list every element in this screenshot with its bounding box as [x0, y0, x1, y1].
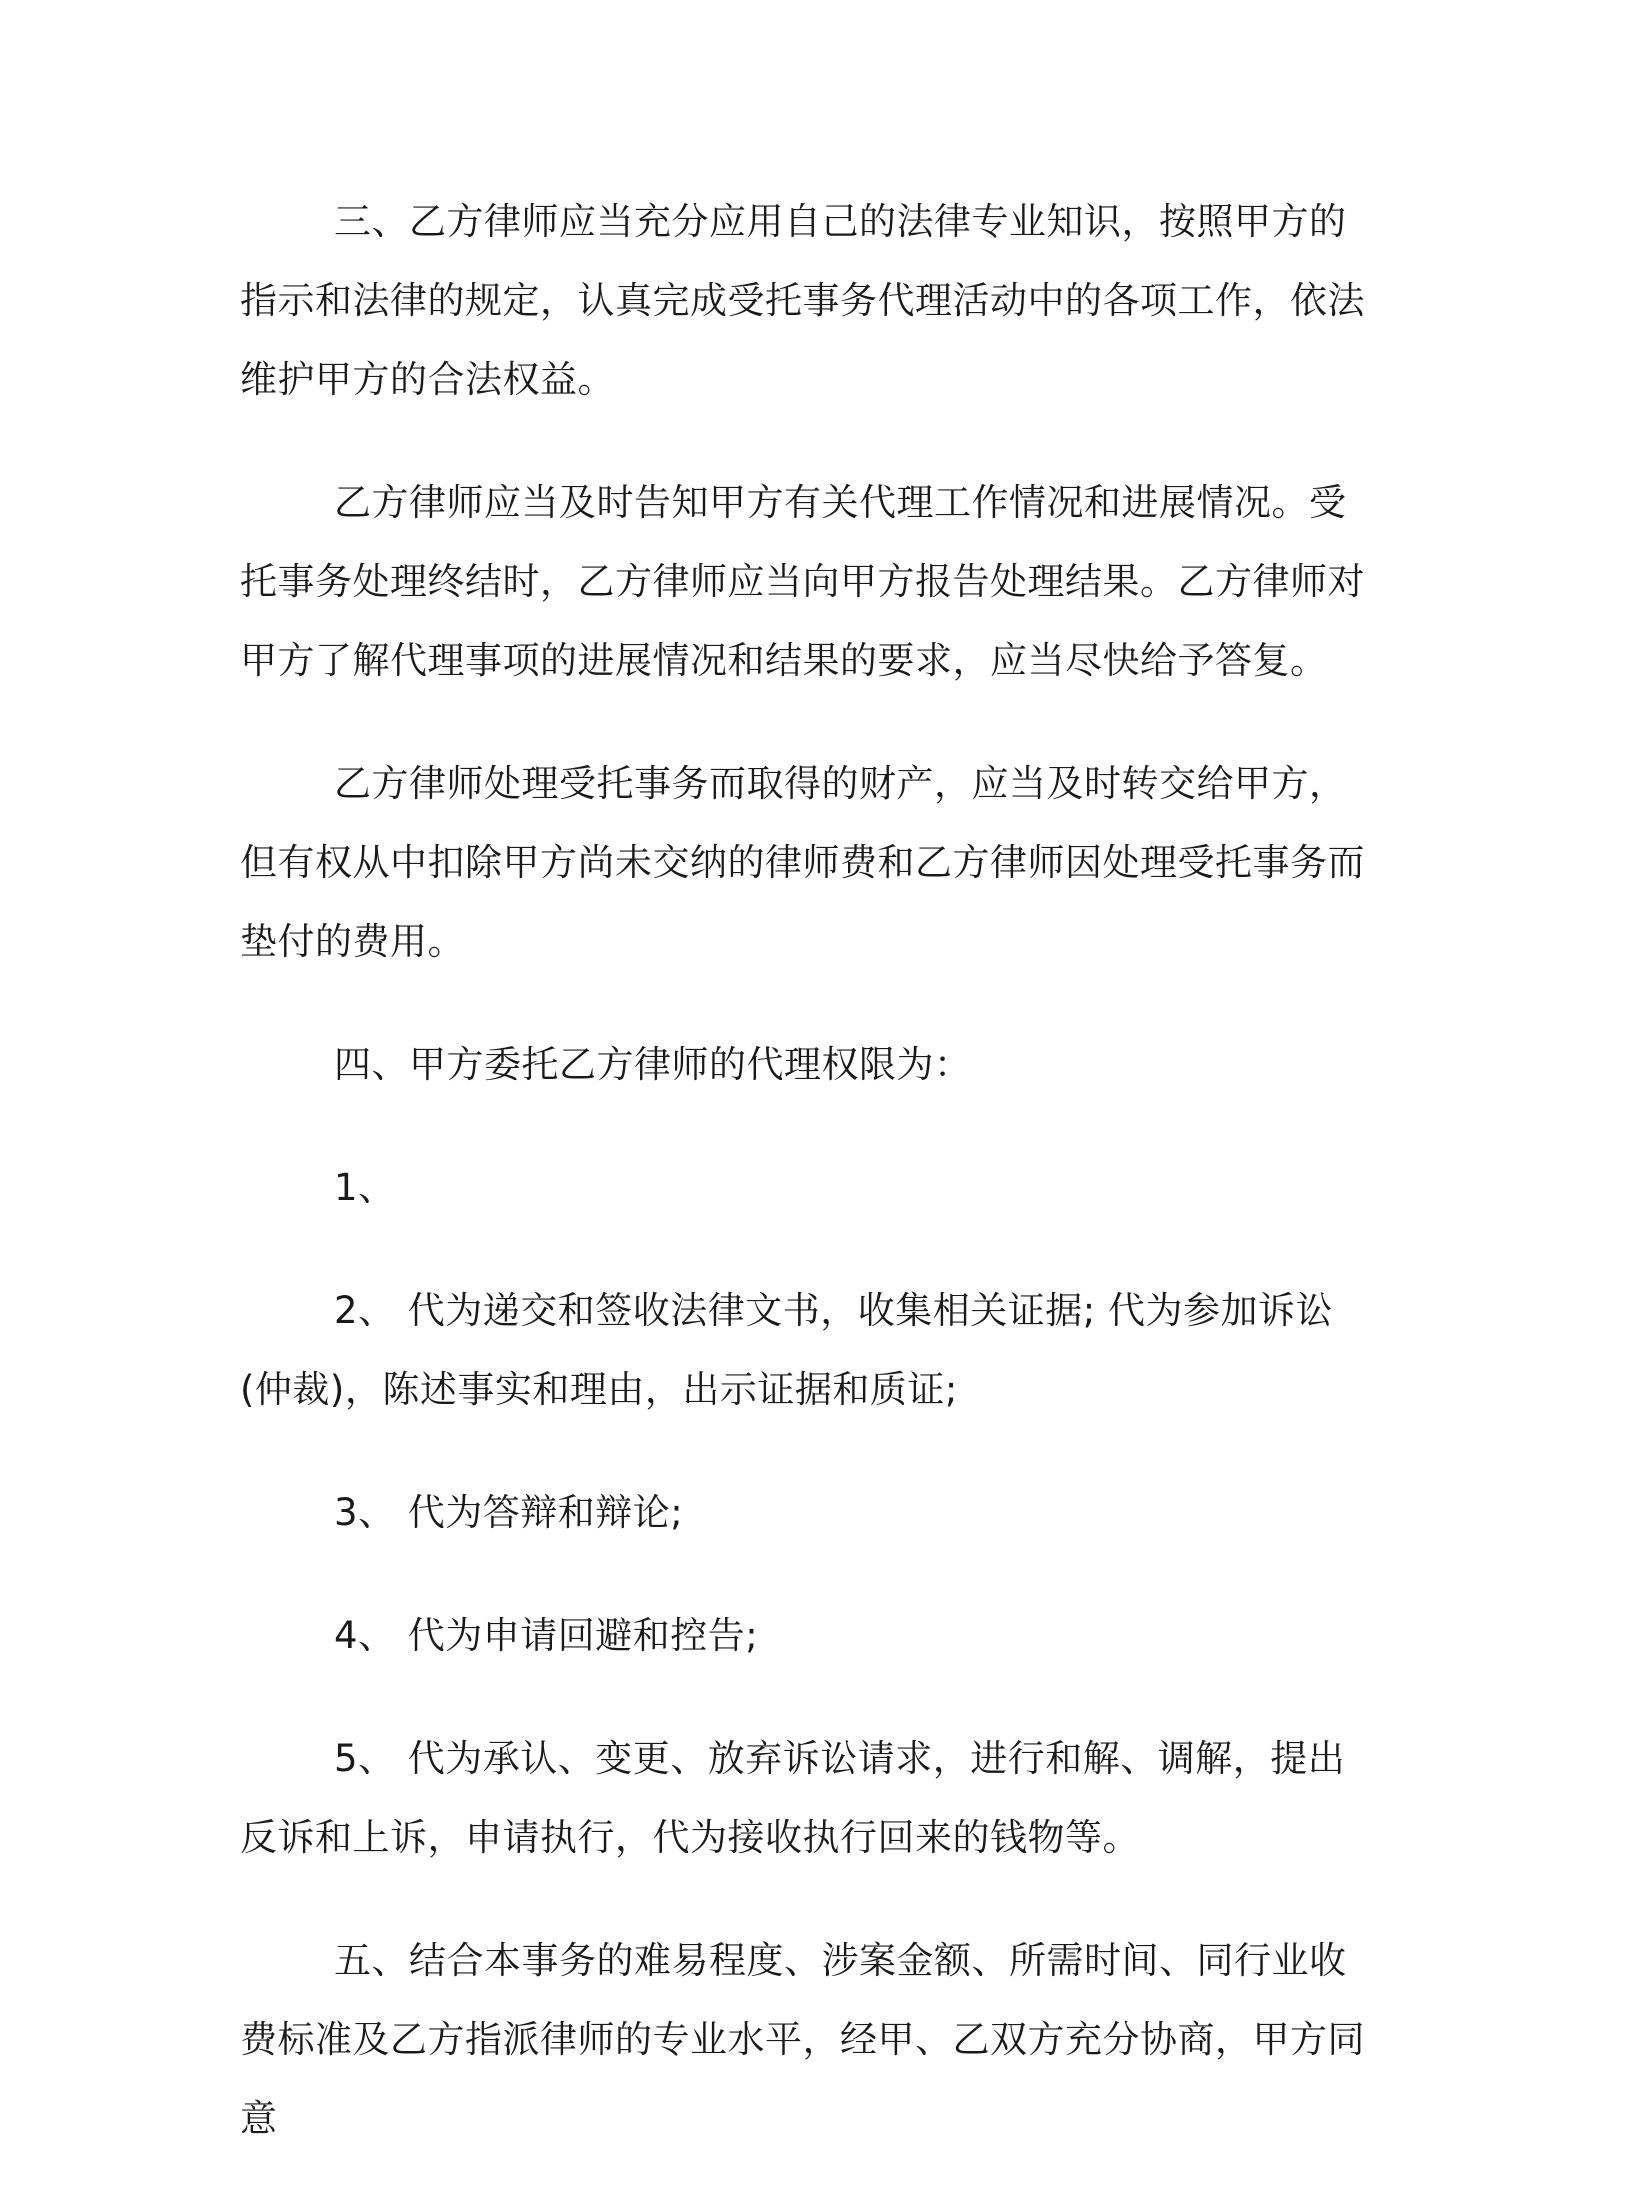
- document-body: [240, 182, 1378, 2202]
- list-item-2: 2、 代为递交和签收法律文书，收集相关证据; 代为参加诉讼(仲裁)，陈述事实和理由，出示证据和质证;: [240, 1289, 1334, 1411]
- list-item-1: 1、: [334, 1166, 396, 1209]
- paragraph-section-3: 三、乙方律师应当充分应用自己的法律专业知识，按照甲方的指示和法律的规定，认真完成受托事务代理活动中的各项工作，依法维护甲方的合法权益。: [240, 200, 1365, 401]
- list-item-5: 5、 代为承认、变更、放弃诉讼请求，进行和解、调解，提出反诉和上诉，申请执行，代为接收执行回来的钱物等。: [240, 1737, 1346, 1859]
- list-item-3: 3、 代为答辩和辩论;: [334, 1491, 684, 1534]
- list-item-4: 4、 代为申请回避和控告;: [334, 1614, 759, 1657]
- paragraph-property-transfer: 乙方律师处理受托事务而取得的财产，应当及时转交给甲方，但有权从中扣除甲方尚未交纳的律师费和乙方律师因处理受托事务而垫付的费用。: [240, 762, 1365, 963]
- paragraph-progress-report: 乙方律师应当及时告知甲方有关代理工作情况和进展情况。受托事务处理终结时，乙方律师应当向甲方报告处理结果。乙方律师对甲方了解代理事项的进展情况和结果的要求，应当尽快给予答复。: [240, 481, 1365, 682]
- paragraph-section-4-heading: 四、甲方委托乙方律师的代理权限为：: [334, 1043, 972, 1086]
- paragraph-section-5: 五、结合本事务的难易程度、涉案金额、所需时间、同行业收费标准及乙方指派律师的专业水平，经甲、乙双方充分协商，甲方同意: [240, 1939, 1365, 2140]
